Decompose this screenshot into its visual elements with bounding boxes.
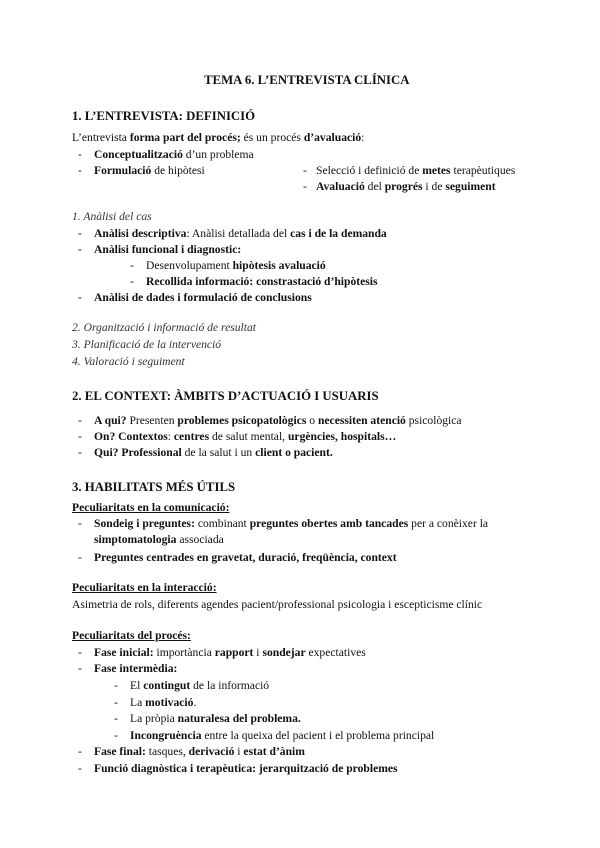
list-item xyxy=(94,445,333,461)
analysis-title: 1. Anàlisi del cas xyxy=(72,210,152,223)
bold-text-run: preguntes obertes amb tancades xyxy=(249,517,409,530)
process-subtitle: Peculiaritats del procés: xyxy=(72,629,191,642)
text-run: . xyxy=(193,696,197,709)
text-run: combinant xyxy=(194,517,250,530)
bold-text-run: Sondeig i preguntes: xyxy=(94,517,195,530)
document-title: TEMA 6. L’ENTREVISTA CLÍNICA xyxy=(204,73,410,87)
bullet-dash: - xyxy=(114,696,118,709)
text-run: per a conèixer la xyxy=(408,517,489,530)
list-item xyxy=(94,242,241,258)
bold-text-run: estat d’ànim xyxy=(243,745,305,758)
bold-text-run: Anàlisi descriptiva xyxy=(94,227,187,240)
bullet-dash: - xyxy=(130,259,134,272)
list-item xyxy=(94,516,488,532)
sub-list-item xyxy=(130,678,269,694)
communication-subtitle: Peculiaritats en la comunicació: xyxy=(72,501,230,514)
bullet-dash: - xyxy=(78,430,82,443)
text-run: Desenvolupament xyxy=(146,259,233,272)
bold-text-run: Avaluació xyxy=(316,180,365,193)
list-item xyxy=(94,147,254,163)
bold-text-run: Recollida informació: constrastació d’hipòtesis xyxy=(146,275,378,288)
bold-text-run: Qui? Professional xyxy=(94,446,182,459)
interaction-text: Asimetria de rols, diferents agendes pacient/professional psicologia i escepticisme clínic xyxy=(72,598,483,611)
bullet-dash: - xyxy=(303,180,307,193)
bold-text-run: centres xyxy=(173,430,210,443)
bullet-dash: - xyxy=(78,227,82,240)
sub-list-item xyxy=(130,711,301,727)
text-run: La pròpia xyxy=(130,712,178,725)
text-run: és un procés xyxy=(240,131,304,144)
bold-text-run: Fase final: xyxy=(94,745,146,758)
section-3-heading: 3. HABILITATS MÉS ÚTILS xyxy=(72,480,236,494)
interaction-subtitle: Peculiaritats en la interacció: xyxy=(72,581,217,594)
list-item xyxy=(94,550,397,566)
text-run: de la salut i un xyxy=(181,446,256,459)
list-item xyxy=(94,761,398,777)
bullet-dash: - xyxy=(78,745,82,758)
text-run: : xyxy=(167,430,174,443)
bullet-dash: - xyxy=(114,729,118,742)
list-item xyxy=(316,179,496,195)
bold-text-run: necessiten atenció xyxy=(317,414,406,427)
bold-text-run: On? Contextos xyxy=(94,430,168,443)
text-run: i de xyxy=(422,180,446,193)
text-run: : xyxy=(361,131,365,144)
sub-list-item xyxy=(146,258,326,274)
bullet-dash: - xyxy=(78,762,82,775)
bold-text-run: Preguntes centrades en gravetat, duració, freqüència, context xyxy=(94,551,397,564)
text-run: entre la queixa del pacient i el problema principal xyxy=(201,729,435,742)
bold-text-run: forma part del procés; xyxy=(129,131,241,144)
text-run: tasques, xyxy=(145,745,189,758)
text-run: de hipòtesi xyxy=(151,164,205,177)
sub-list-item xyxy=(130,728,434,744)
bold-text-run: progrés xyxy=(384,180,423,193)
bullet-dash: - xyxy=(78,414,82,427)
step-item: 4. Valoració i seguiment xyxy=(72,355,185,368)
text-run: Presenten xyxy=(126,414,178,427)
bullet-dash: - xyxy=(130,275,134,288)
text-run: de la informació xyxy=(190,679,270,692)
bold-text-run: urgències, hospitals… xyxy=(287,430,397,443)
list-item xyxy=(94,429,396,445)
text-run: del xyxy=(364,180,385,193)
list-item xyxy=(94,661,177,677)
list-item xyxy=(94,290,312,306)
bold-text-run: Fase intermèdia: xyxy=(94,662,178,675)
bullet-dash: - xyxy=(303,164,307,177)
bullet-dash: - xyxy=(78,646,82,659)
bold-text-run: seguiment xyxy=(445,180,496,193)
step-item: 3. Planificació de la intervenció xyxy=(72,338,222,351)
bullet-dash: - xyxy=(78,164,82,177)
section-2-heading: 2. EL CONTEXT: ÀMBITS D’ACTUACIÓ I USUARIS xyxy=(72,389,379,403)
text-run: Selecció i definició de xyxy=(316,164,423,177)
bold-text-run: A qui? xyxy=(94,414,127,427)
bold-text-run: motivació xyxy=(145,696,194,709)
bold-text-run: metes xyxy=(422,164,451,177)
bullet-dash: - xyxy=(114,712,118,725)
section-1-intro xyxy=(72,130,364,146)
bold-text-run: hipòtesis avaluació xyxy=(232,259,326,272)
list-item xyxy=(94,413,462,429)
list-item xyxy=(94,744,305,760)
bold-text-run: Funció diagnòstica i terapèutica: jerarquització de problemes xyxy=(94,762,398,775)
text-run: La xyxy=(130,696,146,709)
bold-text-run: client o pacient. xyxy=(255,446,333,459)
bold-text-run: Anàlisi funcional i diagnostic: xyxy=(94,243,242,256)
text-run: de salut mental, xyxy=(209,430,288,443)
sub-list-item xyxy=(130,695,196,711)
bold-text-run: Anàlisi de dades i formulació de conclusions xyxy=(94,291,312,304)
bold-text-run: d’avaluació xyxy=(303,131,362,144)
bullet-dash: - xyxy=(78,517,82,530)
bullet-dash: - xyxy=(78,446,82,459)
text-run: expectatives xyxy=(305,646,366,659)
text-run: terapèutiques xyxy=(450,164,516,177)
bold-text-run: naturalesa del problema. xyxy=(177,712,301,725)
text-run: o xyxy=(306,414,318,427)
bold-text-run: simptomatologia xyxy=(94,533,177,546)
list-item-continuation xyxy=(94,532,224,548)
bold-text-run: derivació xyxy=(188,745,235,758)
bold-text-run: rapport xyxy=(214,646,254,659)
text-run: L’entrevista xyxy=(72,131,130,144)
bullet-dash: - xyxy=(78,291,82,304)
sub-list-item xyxy=(146,274,378,290)
bold-text-run: Conceptualització xyxy=(94,148,183,161)
bullet-dash: - xyxy=(78,551,82,564)
list-item xyxy=(316,163,515,179)
text-run: El xyxy=(130,679,144,692)
text-run: psicològica xyxy=(405,414,462,427)
bold-text-run: Formulació xyxy=(94,164,152,177)
bold-text-run: sondejar xyxy=(262,646,306,659)
bold-text-run: Incongruència xyxy=(130,729,202,742)
list-item xyxy=(94,163,205,179)
bold-text-run: cas i de la demanda xyxy=(290,227,387,240)
bullet-dash: - xyxy=(78,148,82,161)
list-item xyxy=(94,645,366,661)
text-run: d’un problema xyxy=(182,148,254,161)
text-run: i xyxy=(234,745,244,758)
text-run: i xyxy=(253,646,263,659)
list-item xyxy=(94,226,387,242)
text-run: associada xyxy=(176,533,224,546)
bullet-dash: - xyxy=(78,243,82,256)
section-1-heading: 1. L’ENTREVISTA: DEFINICIÓ xyxy=(72,109,256,123)
bold-text-run: contingut xyxy=(143,679,191,692)
bold-text-run: problemes psicopatològics xyxy=(177,414,307,427)
bold-text-run: Fase inicial: xyxy=(94,646,154,659)
step-item: 2. Organització i informació de resultat xyxy=(72,321,256,334)
bullet-dash: - xyxy=(78,662,82,675)
text-run: importància xyxy=(153,646,215,659)
bullet-dash: - xyxy=(114,679,118,692)
text-run: : Anàlisi detallada del xyxy=(186,227,291,240)
